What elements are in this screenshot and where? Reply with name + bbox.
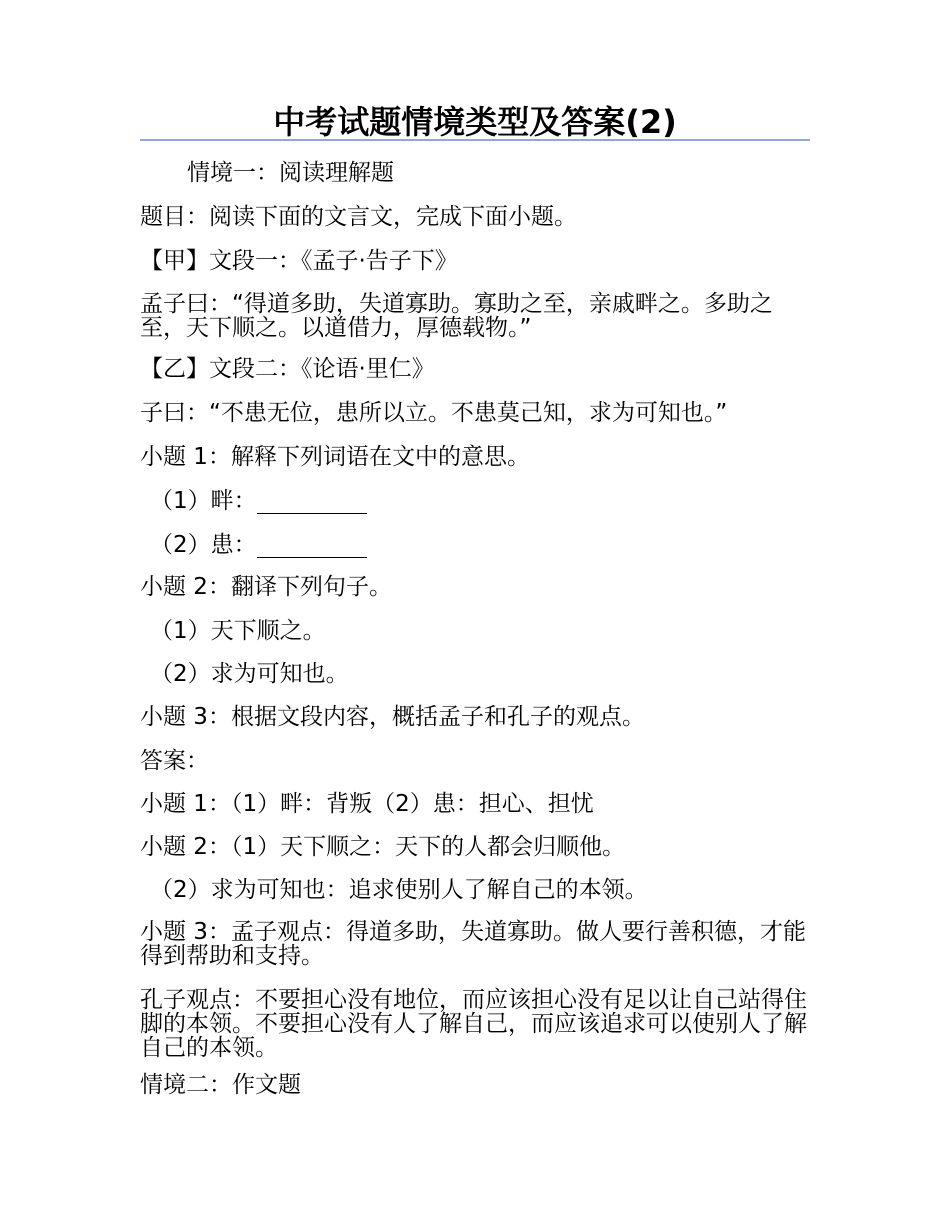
answer-2: 小题 2：（1）天下顺之：天下的人都会归顺他。 <box>140 834 626 860</box>
section-heading-reading: 情境一：阅读理解题 <box>187 160 394 186</box>
subquestion-2-item-2: （2）求为可知也。 <box>150 661 349 687</box>
answer-2-item-2: （2）求为可知也：追求使别人了解自己的本领。 <box>150 877 648 903</box>
passage-b-text: 子曰：“不患无位，患所以立。不患莫己知，求为可知也。” <box>140 400 728 426</box>
subquestion-1: 小题 1：解释下列词语在文中的意思。 <box>140 444 530 470</box>
section-heading-essay: 情境二：作文题 <box>140 1072 301 1098</box>
question-intro: 题目：阅读下面的文言文，完成下面小题。 <box>140 204 577 230</box>
passage-a-text: 孟子曰：“得道多助，失道寡助。寡助之至，亲戚畔之。多助之至，天下顺之。以道借力，厚德载物。” <box>140 291 773 341</box>
item-label: （1）畔： <box>150 488 257 514</box>
subquestion-1-item-1 <box>150 488 822 514</box>
page-title: 中考试题情境类型及答案(2) <box>273 103 677 141</box>
subquestion-2: 小题 2：翻译下列句子。 <box>140 574 392 600</box>
answer-1: 小题 1：（1）畔：背叛（2）患：担心、担忧 <box>140 791 594 817</box>
title-underline <box>140 139 810 141</box>
answer-heading: 答案： <box>140 748 209 774</box>
answer-3-mencius: 小题 3：孟子观点：得道多助，失道寡助。做人要行善积德，才能得到帮助和支持。 <box>140 919 806 969</box>
item-label: （2）患： <box>150 532 257 558</box>
subquestion-1-item-2 <box>150 532 822 558</box>
subquestion-2-item-1: （1）天下顺之。 <box>150 618 326 644</box>
passage-a-heading: 【甲】文段一：《孟子·告子下》 <box>140 248 458 274</box>
answer-blank[interactable] <box>257 491 367 514</box>
passage-b-heading: 【乙】文段二：《论语·里仁》 <box>140 356 435 382</box>
answer-3-confucius: 孔子观点：不要担心没有地位，而应该担心没有足以让自己站得住脚的本领。不要担心没有人了解自己，而应该追求可以使别人了解自己的本领。 <box>140 987 807 1061</box>
answer-blank[interactable] <box>257 535 367 558</box>
subquestion-3: 小题 3：根据文段内容，概括孟子和孔子的观点。 <box>140 704 645 730</box>
